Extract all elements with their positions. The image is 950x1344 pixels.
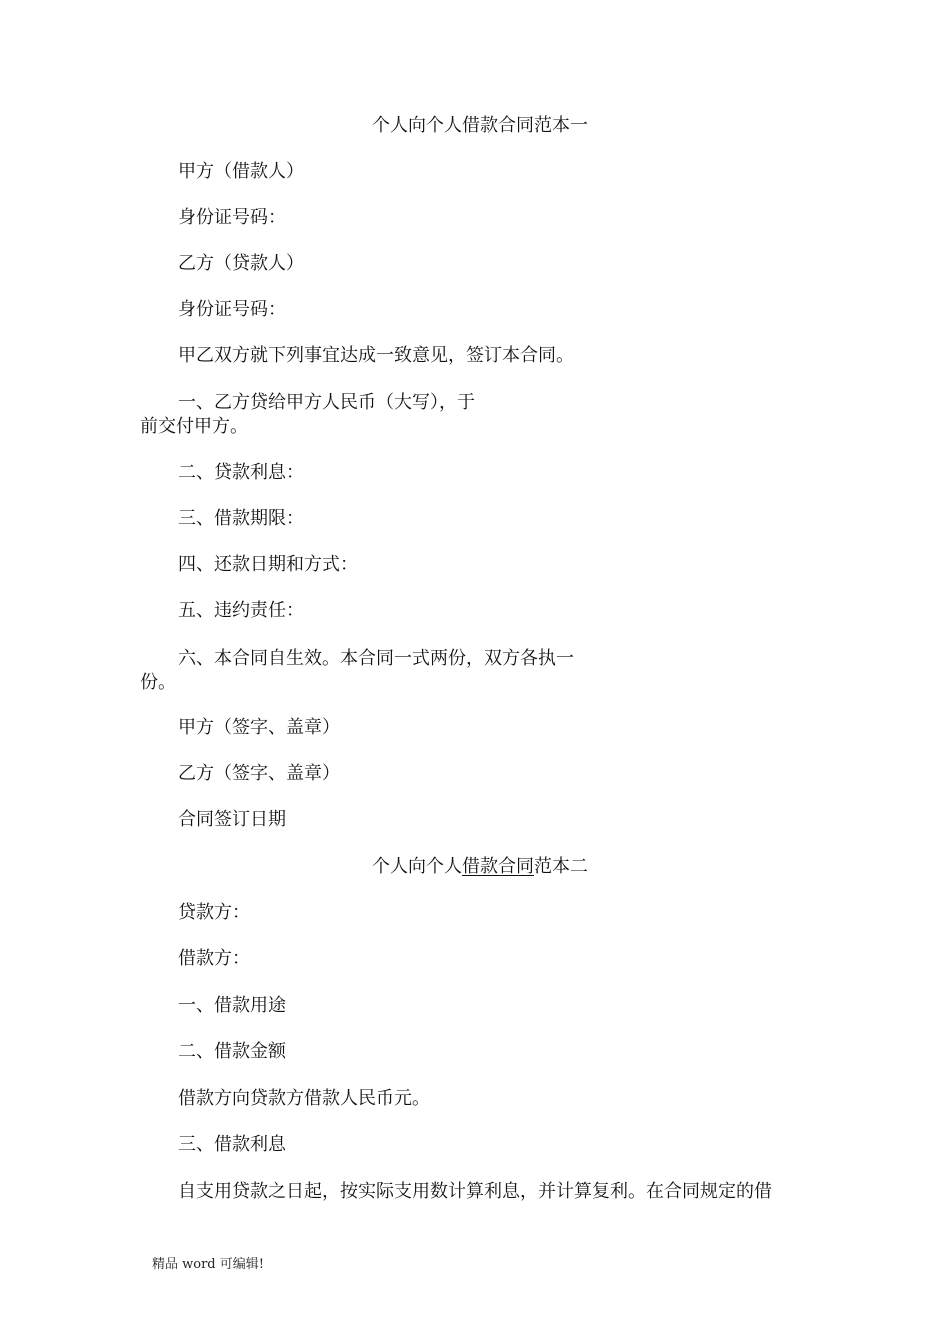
clause-6-line-1: 六、本合同自生效。本合同一式两份，双方各执一 (178, 648, 574, 669)
clause-3: 三、借款期限： (178, 508, 304, 529)
signature-party-a: 甲方（签字、盖章） (178, 717, 340, 738)
clause-2: 二、贷款利息： (178, 462, 304, 483)
title-2-part-1: 个人向个人 (372, 856, 462, 877)
section-loan-purpose: 一、借款用途 (178, 995, 286, 1016)
document-title-1: 个人向个人借款合同范本一 (372, 115, 588, 136)
section-loan-amount: 二、借款金额 (178, 1041, 286, 1062)
title-2-part-3: 范本二 (534, 856, 588, 877)
loan-amount-text: 借款方向贷款方借款人民币元。 (178, 1088, 430, 1109)
footer-note: 精品 word 可编辑! (152, 1257, 264, 1272)
lender-label: 贷款方： (178, 902, 250, 923)
loan-interest-text: 自支用贷款之日起，按实际支用数计算利息，并计算复利。在合同规定的借 (178, 1181, 772, 1202)
party-b-label: 乙方（贷款人） (178, 253, 304, 274)
clause-5: 五、违约责任： (178, 600, 304, 621)
signing-date-label: 合同签订日期 (178, 809, 286, 830)
clause-1-line-2: 前交付甲方。 (140, 416, 248, 437)
clause-1-line-1: 一、乙方贷给甲方人民币（大写），于 (178, 392, 475, 413)
clause-4: 四、还款日期和方式： (178, 554, 358, 575)
signature-party-b: 乙方（签字、盖章） (178, 763, 340, 784)
title-2-underlined-part: 借款合同 (462, 856, 534, 877)
party-a-id-label: 身份证号码： (178, 207, 286, 228)
clause-6-line-2: 份。 (140, 672, 176, 693)
agreement-statement: 甲乙双方就下列事宜达成一致意见，签订本合同。 (178, 345, 574, 366)
document-title-2 (140, 855, 820, 879)
party-b-id-label: 身份证号码： (178, 299, 286, 320)
party-a-label: 甲方（借款人） (178, 161, 304, 182)
borrower-label: 借款方： (178, 948, 250, 969)
section-loan-interest: 三、借款利息 (178, 1134, 286, 1155)
